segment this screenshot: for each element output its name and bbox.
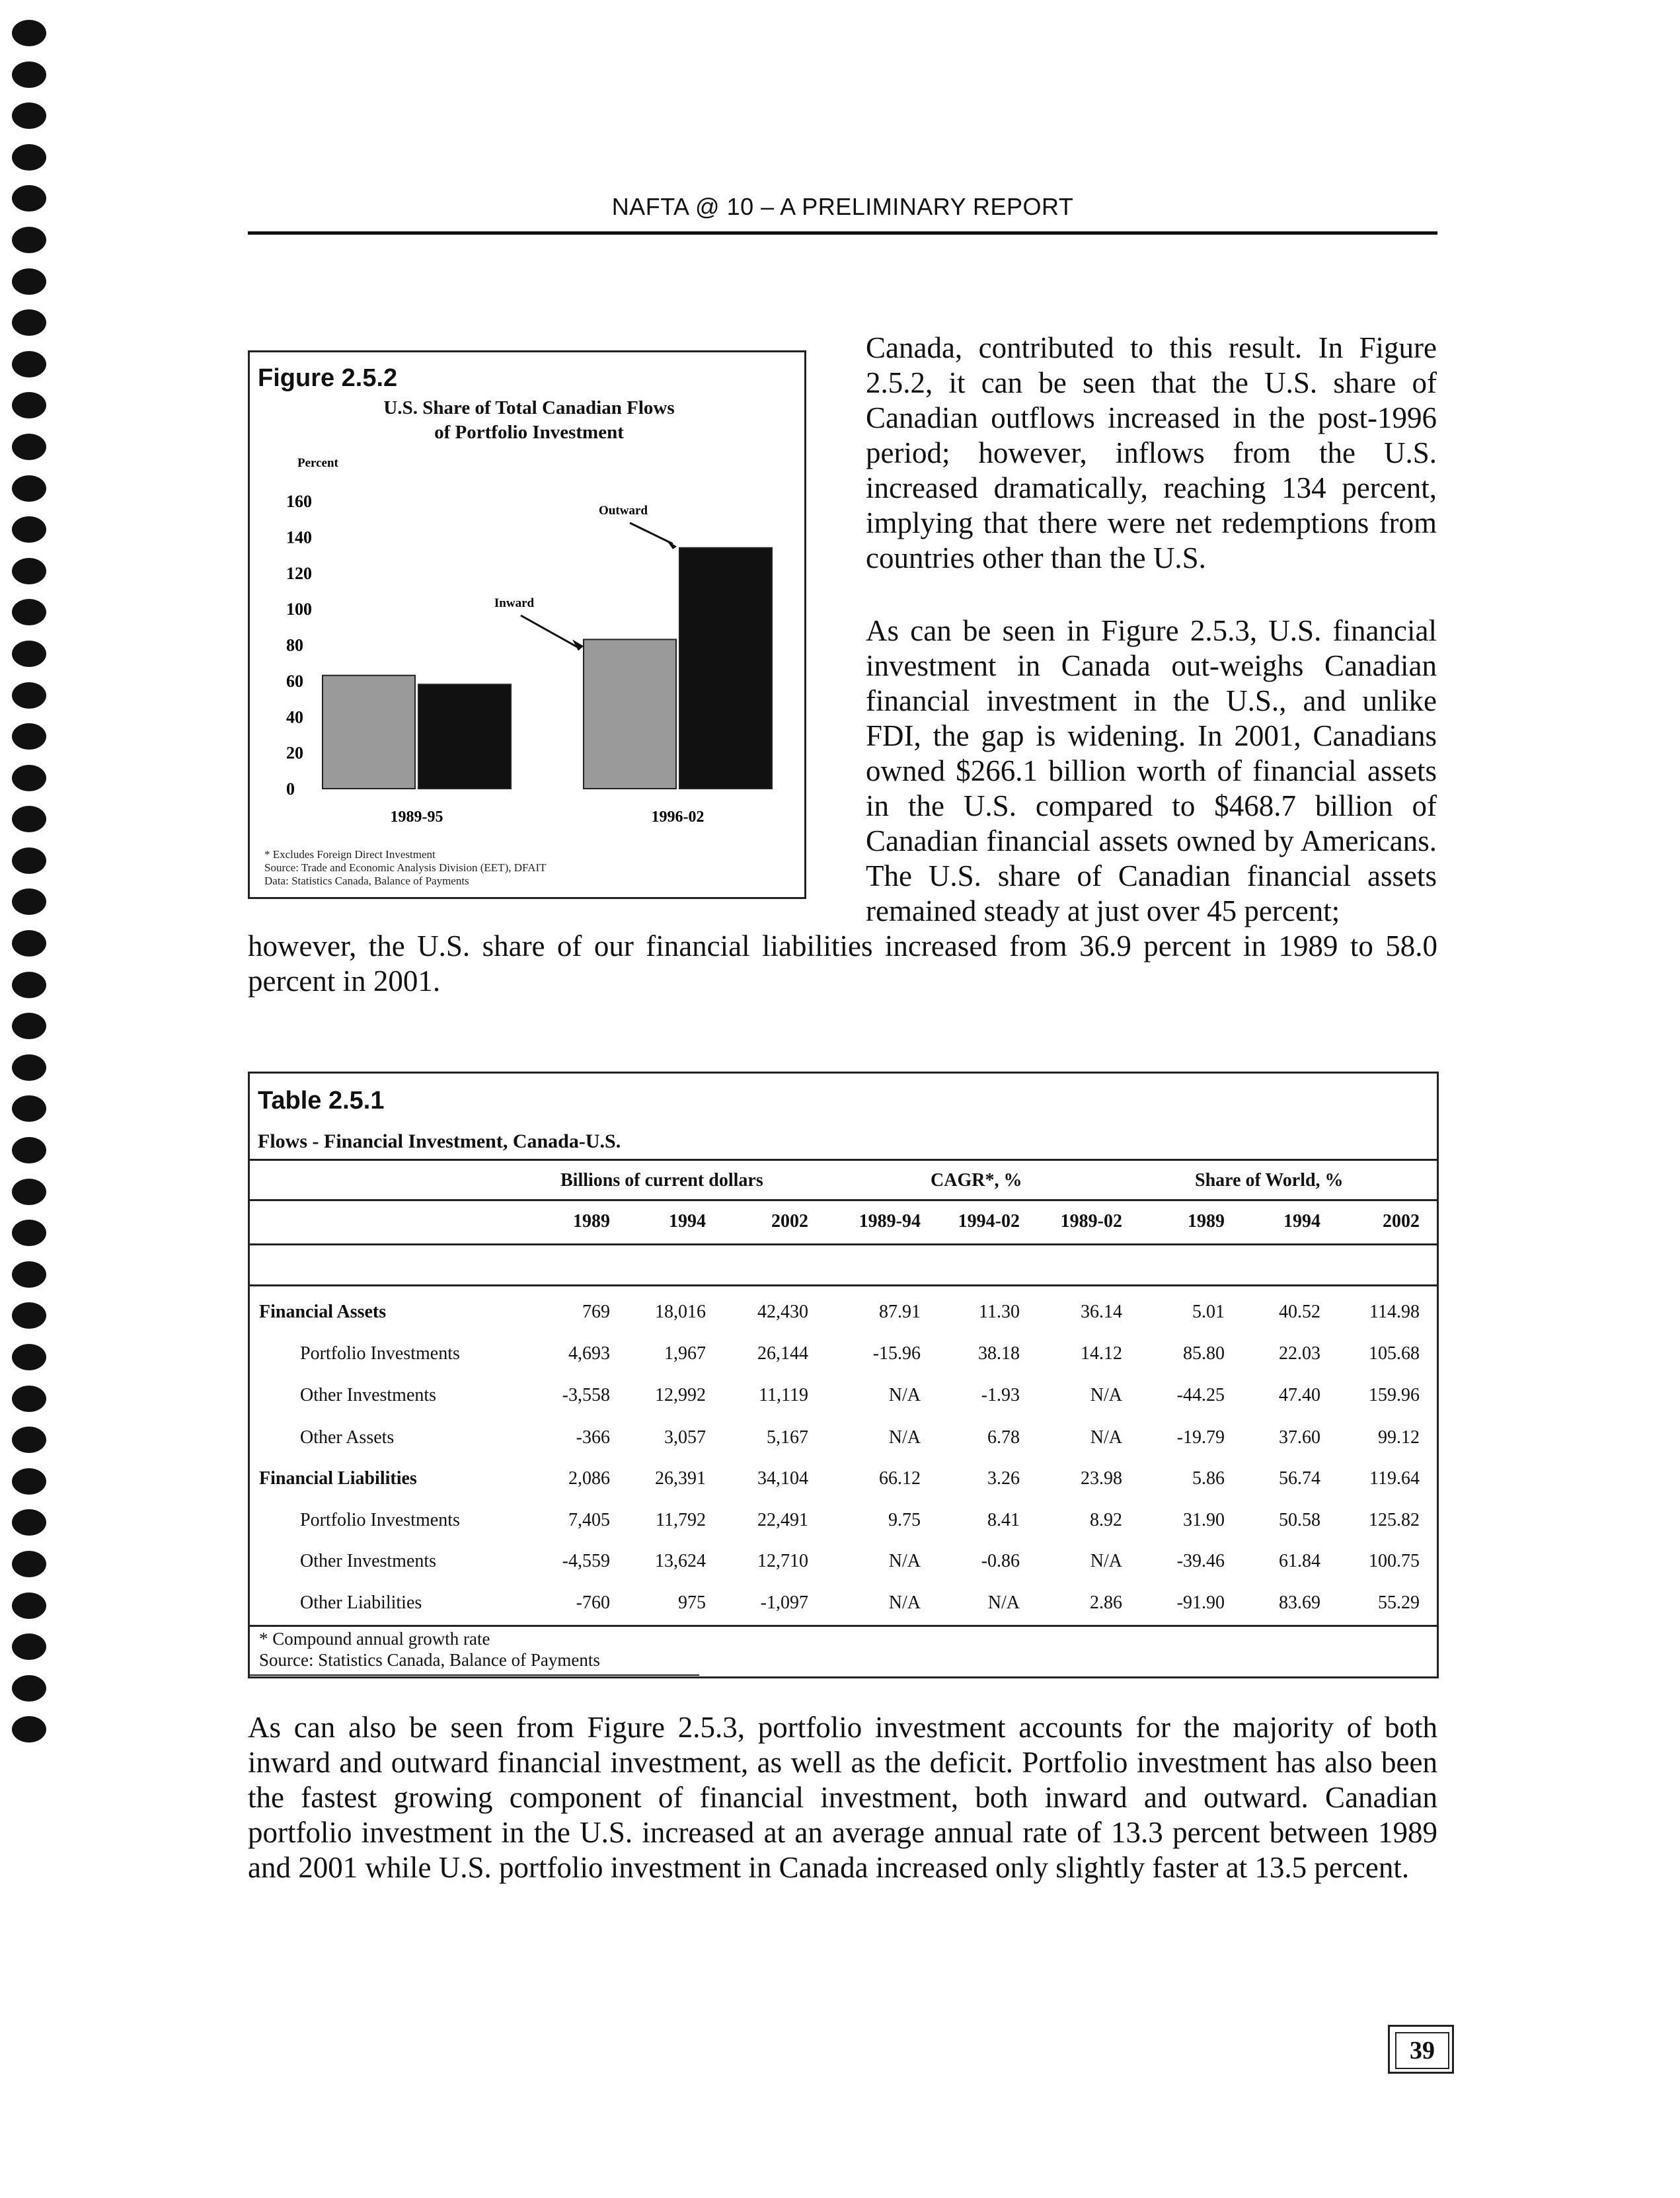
row-label: Financial Assets [259, 1302, 387, 1322]
y-tick-label: 40 [286, 707, 303, 727]
table-cell: 114.98 [1369, 1302, 1420, 1322]
row-label: Other Investments [300, 1385, 437, 1405]
table-cell: 7,405 [568, 1510, 610, 1530]
binder-hole [12, 20, 46, 46]
bar-outward [679, 548, 772, 789]
table-cell: 11,119 [759, 1385, 808, 1405]
x-tick-label: 1989-95 [390, 808, 443, 826]
row-label: Portfolio Investments [300, 1343, 460, 1364]
table-cell: -39.46 [1176, 1551, 1225, 1571]
binder-hole [12, 475, 46, 502]
row-label: Other Assets [300, 1427, 395, 1448]
annotation-arrow-outward [630, 523, 673, 544]
table-cell: 50.58 [1279, 1510, 1320, 1530]
annotation-inward: Inward [494, 596, 535, 610]
table-cell: 3.26 [987, 1468, 1020, 1489]
table-rule [250, 1199, 1437, 1201]
figure-data-line: Data: Statistics Canada, Balance of Payments [264, 875, 469, 887]
table-cell: 12,710 [757, 1551, 808, 1571]
table-cell: 18,016 [655, 1302, 706, 1322]
binder-hole [12, 392, 46, 418]
binder-hole [12, 1261, 46, 1288]
binder-holes [12, 20, 52, 1758]
binder-hole [12, 930, 46, 957]
arrowhead-outward [666, 540, 677, 549]
table-cell: 4,693 [568, 1343, 610, 1364]
table-cell: 22.03 [1279, 1343, 1320, 1364]
binder-hole [12, 1179, 46, 1205]
binder-hole [12, 1427, 46, 1453]
bar-inward [323, 676, 415, 789]
group-header-share: Share of World, % [1195, 1170, 1344, 1191]
annotation-arrow-inward [521, 615, 580, 648]
table-cell: 61.84 [1279, 1551, 1320, 1571]
bar-chart [250, 352, 808, 848]
table-cell: -15.96 [872, 1343, 921, 1364]
binder-hole [12, 1509, 46, 1536]
table-cell: 2,086 [568, 1468, 610, 1489]
table-cell: N/A [888, 1592, 921, 1613]
table-cell: 3,057 [664, 1427, 706, 1448]
table-cell: 11,792 [656, 1510, 706, 1530]
table-cell: 40.52 [1279, 1302, 1320, 1322]
table-cell: 38.18 [978, 1343, 1020, 1364]
table-cell: 34,104 [757, 1468, 808, 1489]
column-header: 1994 [1283, 1211, 1320, 1232]
binder-hole [12, 1302, 46, 1329]
binder-hole [12, 102, 46, 129]
table-cell: 100.75 [1369, 1551, 1420, 1571]
table-cell: 8.92 [1090, 1510, 1122, 1530]
binder-hole [12, 61, 46, 88]
table-footnote: * Compound annual growth rate [259, 1629, 490, 1649]
table-cell: 66.12 [879, 1468, 921, 1489]
binder-hole [12, 1054, 46, 1081]
table-cell: N/A [1090, 1427, 1122, 1448]
table-label: Table 2.5.1 [258, 1087, 385, 1115]
table-cell: N/A [987, 1592, 1020, 1613]
table-cell: 55.29 [1378, 1592, 1420, 1613]
table-cell: 87.91 [879, 1302, 921, 1322]
table-cell: 23.98 [1081, 1468, 1122, 1489]
table-cell: 22,491 [757, 1510, 808, 1530]
table-cell: 31.90 [1183, 1510, 1225, 1530]
table-cell: -19.79 [1176, 1427, 1225, 1448]
y-tick-label: 0 [286, 779, 295, 799]
table-cell: 99.12 [1378, 1427, 1420, 1448]
binder-hole [12, 309, 46, 336]
table-rule [250, 1159, 1437, 1161]
binder-hole [12, 847, 46, 874]
header-rule [248, 231, 1437, 235]
figure-title-line2: of Portfolio Investment [434, 422, 624, 443]
table-cell: 56.74 [1279, 1468, 1320, 1489]
table-cell: -1.93 [981, 1385, 1020, 1405]
y-tick-label: 80 [286, 635, 303, 655]
table-cell: -4,559 [562, 1551, 610, 1571]
row-label: Financial Liabilities [259, 1468, 417, 1489]
y-tick-label: 60 [286, 671, 303, 691]
table-title: Flows - Financial Investment, Canada-U.S. [258, 1130, 621, 1152]
table-rule [250, 1625, 1437, 1627]
y-tick-label: 100 [286, 600, 312, 619]
y-tick-label: 120 [286, 563, 312, 583]
binder-hole [12, 185, 46, 212]
table-source: Source: Statistics Canada, Balance of Payments [259, 1650, 600, 1670]
row-label: Portfolio Investments [300, 1510, 460, 1530]
column-header: 1994 [669, 1211, 706, 1232]
table-cell: 12,992 [655, 1385, 706, 1405]
table-cell: 105.68 [1369, 1343, 1420, 1364]
annotation-outward: Outward [599, 504, 648, 518]
table-cell: 36.14 [1081, 1302, 1122, 1322]
binder-hole [12, 888, 46, 915]
page-number: 39 [1395, 2032, 1449, 2069]
binder-hole [12, 1675, 46, 1702]
table-cell: 47.40 [1279, 1385, 1320, 1405]
table-cell: 13,624 [655, 1551, 706, 1571]
table-cell: 975 [678, 1592, 706, 1613]
paragraph-portfolio-investment: As can also be seen from Figure 2.5.3, portfolio investment accounts for the majority of both inward and outward financial investment, as well as the deficit. Portfolio investment has also been the fastest growing component of financial investment, both inward and outward. Canadian portfolio investment in the U.S. increased at an average annual rate of 13.3 percent between 1989 and 2001 while U.S. portfolio investment in Canada increased only slightly faster at 13.5 percent. [248, 1711, 1437, 1884]
group-header-cagr: CAGR*, % [931, 1170, 1022, 1191]
binder-hole [12, 1633, 46, 1660]
binder-hole [12, 1013, 46, 1039]
table-cell: 2.86 [1090, 1592, 1122, 1613]
table-cell: -1,097 [760, 1592, 808, 1613]
table-cell: 1,967 [664, 1343, 706, 1364]
figure-label: Figure 2.5.2 [258, 364, 398, 392]
binder-hole [12, 765, 46, 791]
table-cell: -3,558 [562, 1385, 610, 1405]
figure-source-line: Source: Trade and Economic Analysis Division (EET), DFAIT [264, 861, 547, 874]
figure-title-line1: U.S. Share of Total Canadian Flows [383, 397, 675, 418]
binder-hole [12, 1137, 46, 1163]
table-source-rule [250, 1674, 699, 1676]
binder-hole [12, 351, 46, 377]
binder-hole [12, 268, 46, 295]
figure-box [248, 350, 806, 899]
table-rule [250, 1243, 1437, 1245]
bar-inward [584, 639, 676, 789]
binder-hole [12, 682, 46, 709]
column-header: 2002 [1383, 1211, 1420, 1232]
binder-hole [12, 1716, 46, 1743]
paragraph-financial-investment-continued: however, the U.S. share of our financial liabilities increased from 36.9 percent in 1989 to 58.0 percent in 2001. [248, 929, 1437, 998]
binder-hole [12, 1551, 46, 1577]
table-cell: -366 [576, 1427, 610, 1448]
table-cell: 11.30 [979, 1302, 1020, 1322]
table-cell: N/A [888, 1385, 921, 1405]
row-label: Other Liabilities [300, 1592, 422, 1613]
table-cell: -91.90 [1176, 1592, 1225, 1613]
table-cell: 42,430 [757, 1302, 808, 1322]
figure-note: * Excludes Foreign Direct Investment [264, 848, 436, 861]
column-header: 1989 [1188, 1211, 1225, 1232]
column-header: 2002 [771, 1211, 808, 1232]
y-tick-label: 140 [286, 528, 312, 547]
binder-hole [12, 516, 46, 543]
y-tick-label: 160 [286, 492, 312, 511]
binder-hole [12, 972, 46, 998]
table-cell: 85.80 [1183, 1343, 1225, 1364]
binder-hole [12, 1468, 46, 1495]
y-axis-label: Percent [297, 456, 338, 470]
column-header: 1989 [573, 1211, 610, 1232]
page-number-box [1388, 2025, 1454, 2074]
table-cell: 8.41 [987, 1510, 1020, 1530]
binder-hole [12, 723, 46, 750]
table-cell: N/A [888, 1551, 921, 1571]
table-cell: 83.69 [1279, 1592, 1320, 1613]
bar-outward [418, 684, 511, 789]
table-cell: N/A [1090, 1551, 1122, 1571]
binder-hole [12, 1095, 46, 1122]
table-cell: 5.01 [1192, 1302, 1225, 1322]
figure-source [264, 848, 547, 888]
table-cell: -760 [576, 1592, 610, 1613]
row-label: Other Investments [300, 1551, 437, 1571]
table-cell: N/A [1090, 1385, 1122, 1405]
binder-hole [12, 1592, 46, 1619]
binder-hole [12, 434, 46, 460]
table-cell: 119.64 [1369, 1468, 1420, 1489]
paragraph-financial-investment: As can be seen in Figure 2.5.3, U.S. financial investment in Canada out-weighs Canadian financial investment in the U.S., and unlike FDI, the gap is widening. In 2001, Canadians owned $266.1 billion worth of financial assets in the U.S. compared to $468.7 billion of Canadian financial assets owned by Americans. The U.S. share of Canadian financial assets remained steady at just over 45 percent; [866, 614, 1437, 927]
running-header: NAFTA @ 10 – A PRELIMINARY REPORT [611, 193, 1074, 220]
column-header: 1989-02 [1060, 1211, 1122, 1232]
table-cell: N/A [888, 1427, 921, 1448]
table-cell: 26,144 [757, 1343, 808, 1364]
paragraph-figure-discussion: Canada, contributed to this result. In Figure 2.5.2, it can be seen that the U.S. share of Canadian outflows increased in the post-1996 period; however, inflows from the U.S. increased dramatically, reaching 134 percent, implying that there were net redemptions from countries other than the U.S. [866, 331, 1437, 574]
table-cell: 37.60 [1279, 1427, 1320, 1448]
table-cell: 9.75 [888, 1510, 921, 1530]
column-header: 1989-94 [859, 1211, 921, 1232]
binder-hole [12, 599, 46, 625]
table-cell: 125.82 [1369, 1510, 1420, 1530]
table-cell: 159.96 [1369, 1385, 1420, 1405]
group-header-billions: Billions of current dollars [560, 1170, 763, 1191]
binder-hole [12, 558, 46, 584]
table-rule [250, 1284, 1437, 1286]
binder-hole [12, 144, 46, 171]
x-tick-label: 1996-02 [651, 808, 705, 826]
table-cell: 26,391 [655, 1468, 706, 1489]
table-cell: 769 [582, 1302, 610, 1322]
table-cell: -0.86 [981, 1551, 1020, 1571]
table-cell: 5.86 [1192, 1468, 1225, 1489]
table-cell: 14.12 [1081, 1343, 1122, 1364]
binder-hole [12, 1344, 46, 1370]
table-box [248, 1072, 1439, 1678]
table-cell: 5,167 [767, 1427, 808, 1448]
column-header: 1994-02 [958, 1211, 1020, 1232]
table-cell: 6.78 [987, 1427, 1020, 1448]
table-cell: -44.25 [1176, 1385, 1225, 1405]
binder-hole [12, 1386, 46, 1412]
y-tick-label: 20 [286, 743, 303, 763]
binder-hole [12, 227, 46, 253]
binder-hole [12, 641, 46, 667]
binder-hole [12, 1220, 46, 1246]
binder-hole [12, 806, 46, 832]
